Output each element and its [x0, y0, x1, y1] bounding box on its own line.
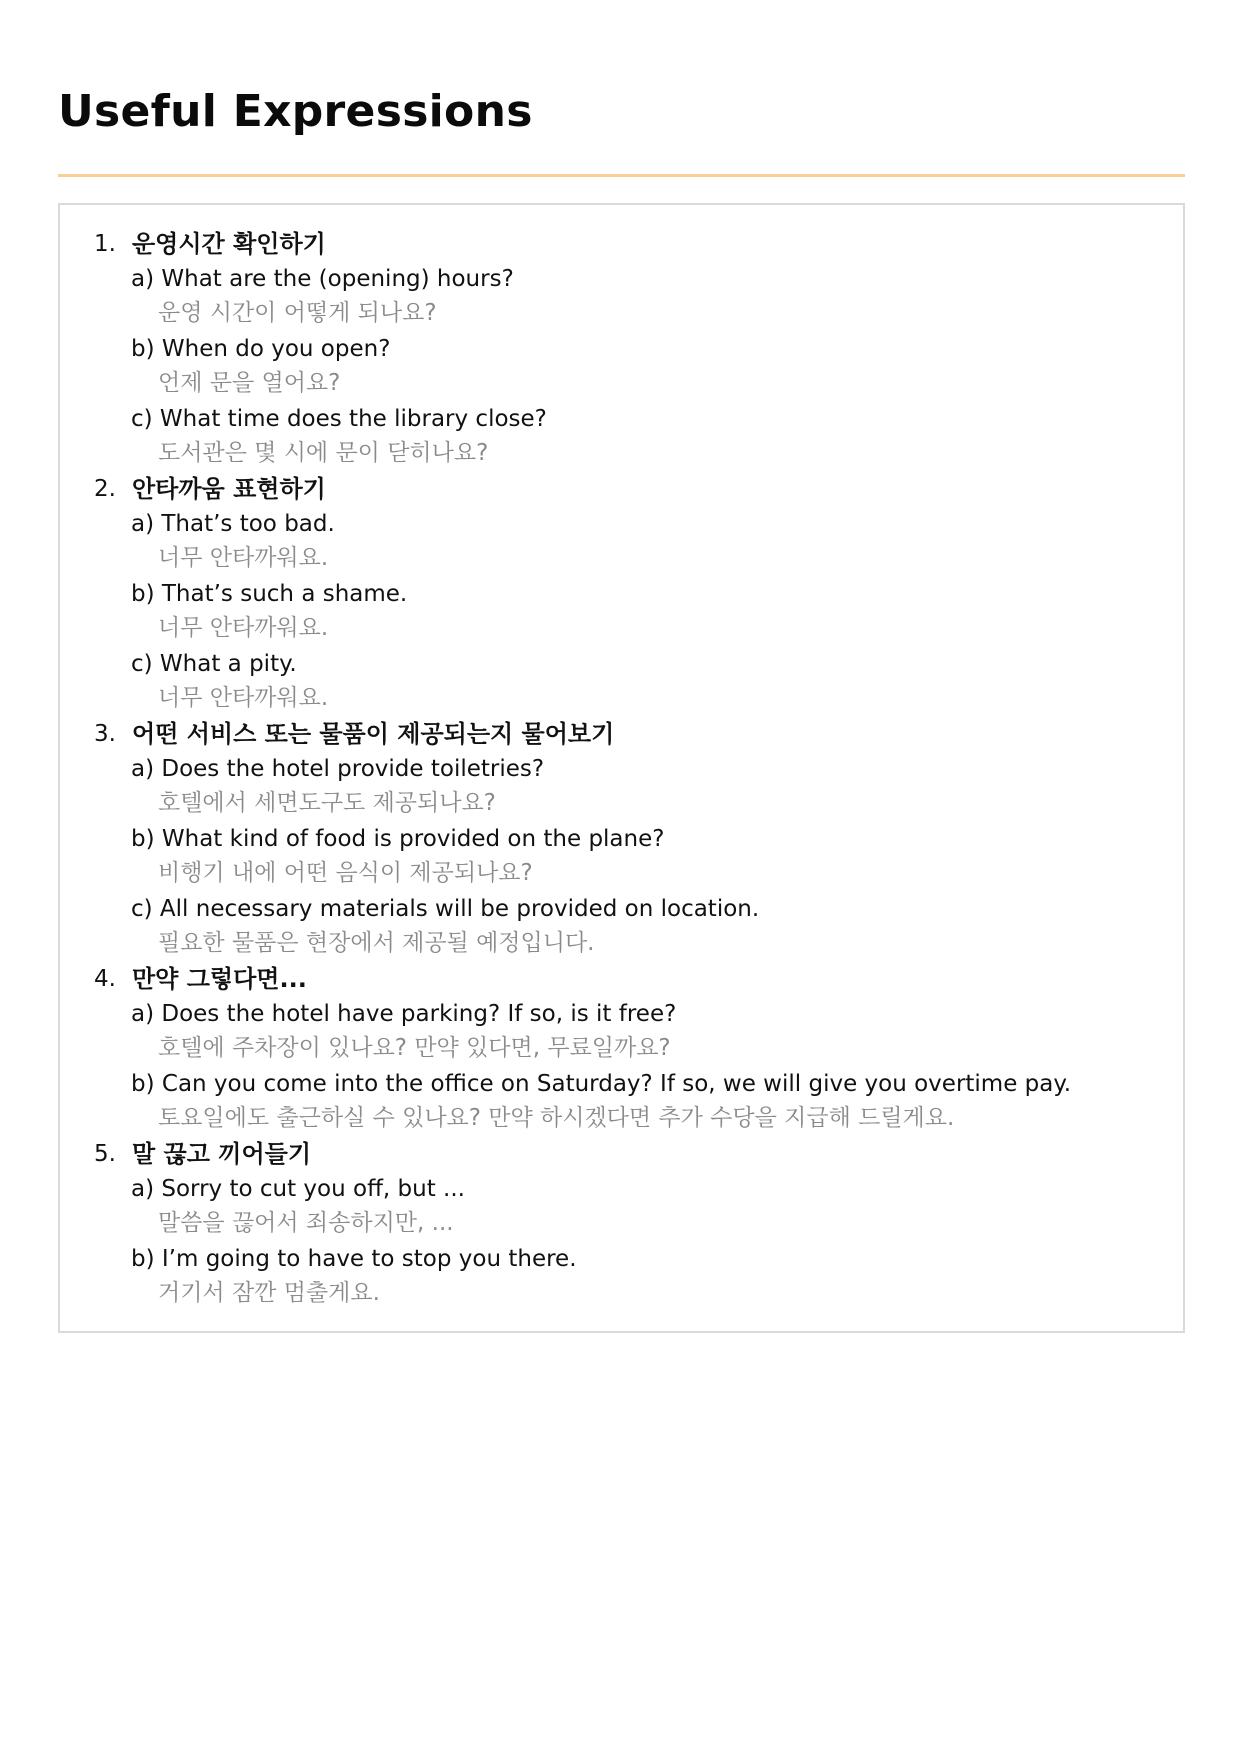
expression-item — [60, 892, 1183, 962]
expression-item — [60, 1242, 1183, 1312]
expression-item — [60, 752, 1183, 822]
expression-item — [60, 402, 1183, 472]
korean-translation: 호텔에서 세면도구도 제공되나요? — [158, 790, 496, 816]
korean-translation: 운영 시간이 어떻게 되나요? — [158, 300, 437, 326]
expression-item — [60, 577, 1183, 647]
korean-translation: 토요일에도 출근하실 수 있나요? 만약 하시겠다면 추가 수당을 지급해 드릴게요. — [158, 1105, 955, 1131]
section-heading — [60, 717, 1183, 752]
expression-section — [60, 962, 1183, 1137]
section-heading — [60, 472, 1183, 507]
english-expression: a) Sorry to cut you off, but ... — [131, 1176, 465, 1202]
english-expression: a) What are the (opening) hours? — [131, 266, 514, 292]
english-expression: b) I’m going to have to stop you there. — [131, 1246, 577, 1272]
expression-section — [60, 472, 1183, 717]
page-title: Useful Expressions — [58, 86, 533, 137]
section-title: 운영시간 확인하기 — [132, 230, 326, 258]
expression-item — [60, 262, 1183, 332]
english-expression: c) All necessary materials will be provided on location. — [131, 896, 760, 922]
section-number: 1. — [94, 231, 116, 257]
expression-item — [60, 997, 1183, 1067]
korean-translation: 호텔에 주차장이 있나요? 만약 있다면, 무료일까요? — [158, 1035, 671, 1061]
title-divider — [58, 174, 1185, 177]
expression-item — [60, 332, 1183, 402]
expression-item — [60, 1172, 1183, 1242]
english-expression: a) Does the hotel provide toiletries? — [131, 756, 545, 782]
expression-item — [60, 507, 1183, 577]
korean-translation: 언제 문을 열어요? — [158, 370, 341, 396]
expression-item — [60, 647, 1183, 717]
korean-translation: 너무 안타까워요. — [158, 615, 329, 641]
section-number: 4. — [94, 966, 116, 992]
expressions-box — [58, 203, 1185, 1333]
korean-translation: 너무 안타까워요. — [158, 685, 329, 711]
section-number: 3. — [94, 721, 116, 747]
korean-translation: 거기서 잠깐 멈출게요. — [158, 1280, 380, 1306]
expression-section — [60, 717, 1183, 962]
english-expression: a) That’s too bad. — [131, 511, 335, 537]
english-expression: a) Does the hotel have parking? If so, is it free? — [131, 1001, 677, 1027]
english-expression: b) Can you come into the office on Saturday? If so, we will give you overtime pay. — [131, 1071, 1072, 1097]
section-number: 2. — [94, 476, 116, 502]
expression-section — [60, 227, 1183, 472]
section-heading — [60, 227, 1183, 262]
section-title: 어떤 서비스 또는 물품이 제공되는지 물어보기 — [132, 720, 615, 748]
section-title: 안타까움 표현하기 — [132, 475, 326, 503]
english-expression: b) What kind of food is provided on the plane? — [131, 826, 665, 852]
english-expression: b) That’s such a shame. — [131, 581, 408, 607]
english-expression: c) What time does the library close? — [131, 406, 547, 432]
english-expression: c) What a pity. — [131, 651, 297, 677]
section-number: 5. — [94, 1141, 116, 1167]
section-heading — [60, 962, 1183, 997]
korean-translation: 너무 안타까워요. — [158, 545, 329, 571]
expression-item — [60, 822, 1183, 892]
section-title: 만약 그렇다면... — [132, 965, 307, 993]
korean-translation: 말씀을 끊어서 죄송하지만, ... — [158, 1210, 454, 1236]
section-heading — [60, 1137, 1183, 1172]
korean-translation: 비행기 내에 어떤 음식이 제공되나요? — [158, 860, 533, 886]
korean-translation: 도서관은 몇 시에 문이 닫히나요? — [158, 440, 489, 466]
expressions-list — [60, 227, 1183, 1312]
expression-section — [60, 1137, 1183, 1312]
section-title: 말 끊고 끼어들기 — [132, 1140, 311, 1168]
expression-item — [60, 1067, 1183, 1137]
korean-translation: 필요한 물품은 현장에서 제공될 예정입니다. — [158, 930, 595, 956]
english-expression: b) When do you open? — [131, 336, 391, 362]
